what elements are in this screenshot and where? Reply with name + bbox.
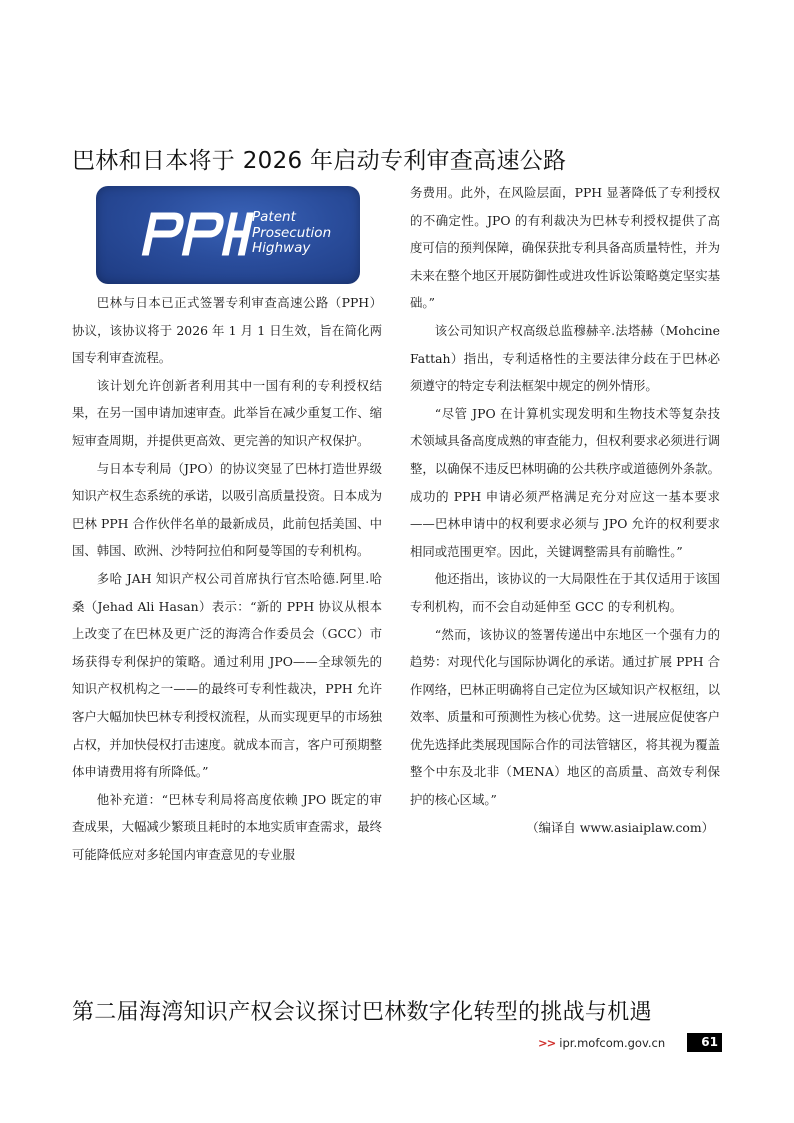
- paragraph-continued: 务费用。此外，在风险层面，PPH 显著降低了专利授权的不确定性。JPO 的有利裁决为巴林专利授权提供了高度可信的预判保障，确保获批专利具备高质量特性，并为未来在整个地区开展防御性或进攻性诉讼策略奠定坚实基础。”: [410, 185, 720, 311]
- next-article-title: 第二届海湾知识产权会议探讨巴林数字化转型的挑战与机遇: [72, 1000, 652, 1025]
- paragraph: 巴林与日本已正式签署专利审查高速公路（PPH）协议，该协议将于 2026 年 1 月 1 日生效，旨在简化两国专利审查流程。: [72, 295, 382, 366]
- pph-logo-text: [252, 210, 331, 257]
- logo-line-highway: Highway: [252, 240, 311, 256]
- page-number: 61: [687, 1033, 722, 1052]
- paragraph: “然而，该协议的签署传递出中东地区一个强有力的趋势：对现代化与国际协调化的承诺。通过扩展 PPH 合作网络，巴林正明确将自己定位为区域知识产权枢纽，以效率、质量和可预测性为核心优势。这一进展应促使客户优先选择此类展现国际合作的司法管辖区，将其视为覆盖整个中东及北非（MENA）地区的高质量、高效专利保护的核心区域。”: [410, 626, 720, 808]
- paragraph: 该计划允许创新者利用其中一国有利的专利授权结果，在另一国申请加速审查。此举旨在减少重复工作、缩短审查周期，并提供更高效、更完善的知识产权保护。: [72, 377, 382, 448]
- paragraph: 他补充道：“巴林专利局将高度依赖 JPO 既定的审查成果，大幅减少繁琐且耗时的本地实质审查需求，最终可能降低应对多轮国内审查意见的专业服: [72, 791, 382, 862]
- paragraph: 他还指出，该协议的一大局限性在于其仅适用于该国专利机构，而不会自动延伸至 GCC 的专利机构。: [410, 571, 720, 614]
- paragraph: “尽管 JPO 在计算机实现发明和生物技术等复杂技术领域具备高度成熟的审查能力，但权利要求必须进行调整，以确保不违反巴林明确的公共秩序或道德例外条款。成功的 PPH 申请必须严格满足充分对应这一基本要求——巴林申请中的权利要求必须与 JPO 允许的权利要求相同或范围更窄。因此，关键调整需具有前瞻性。”: [410, 405, 720, 559]
- logo-line-prosecution: Prosecution: [252, 224, 332, 241]
- pph-logo: [96, 186, 360, 284]
- logo-line-patent: Patent: [252, 209, 296, 225]
- article-title: 巴林和日本将于 2026 年启动专利审查高速公路: [72, 148, 567, 174]
- double-chevron-right-icon: >>: [538, 1036, 556, 1050]
- paragraph: 该公司知识产权高级总监穆赫辛.法塔赫（Mohcine Fattah）指出，专利适格性的主要法律分歧在于巴林必须遵守的特定专利法框架中规定的例外情形。: [410, 322, 720, 394]
- footer-site-url[interactable]: ipr.mofcom.gov.cn: [559, 1036, 666, 1050]
- article-column-left: [72, 289, 382, 868]
- paragraph: 多哈 JAH 知识产权公司首席执行官杰哈德.阿里.哈桑（Jehad Ali Hasan）表示：“新的 PPH 协议从根本上改变了在巴林及更广泛的海湾合作委员会（GCC）市场获得专利保护的策略。通过利用 JPO——全球领先的知识产权机构之一——的最终可专利性裁决，PPH 允许客户大幅加快巴林专利授权流程，从而实现更早的市场独占权，并加快侵权打击速度。就成本而言，客户可预期整体申请费用将有所降低。”: [72, 570, 382, 780]
- footer-website: [538, 1036, 665, 1050]
- source-credit: （编译自 www.asiaiplaw.com）: [526, 819, 714, 835]
- paragraph: 与日本专利局（JPO）的协议突显了巴林打造世界级知识产权生态系统的承诺，以吸引高质量投资。日本成为巴林 PPH 合作伙伴名单的最新成员，此前包括美国、中国、韩国、欧洲、沙特阿拉伯和阿曼等国的专利机构。: [72, 460, 382, 559]
- article-column-right: [410, 179, 720, 841]
